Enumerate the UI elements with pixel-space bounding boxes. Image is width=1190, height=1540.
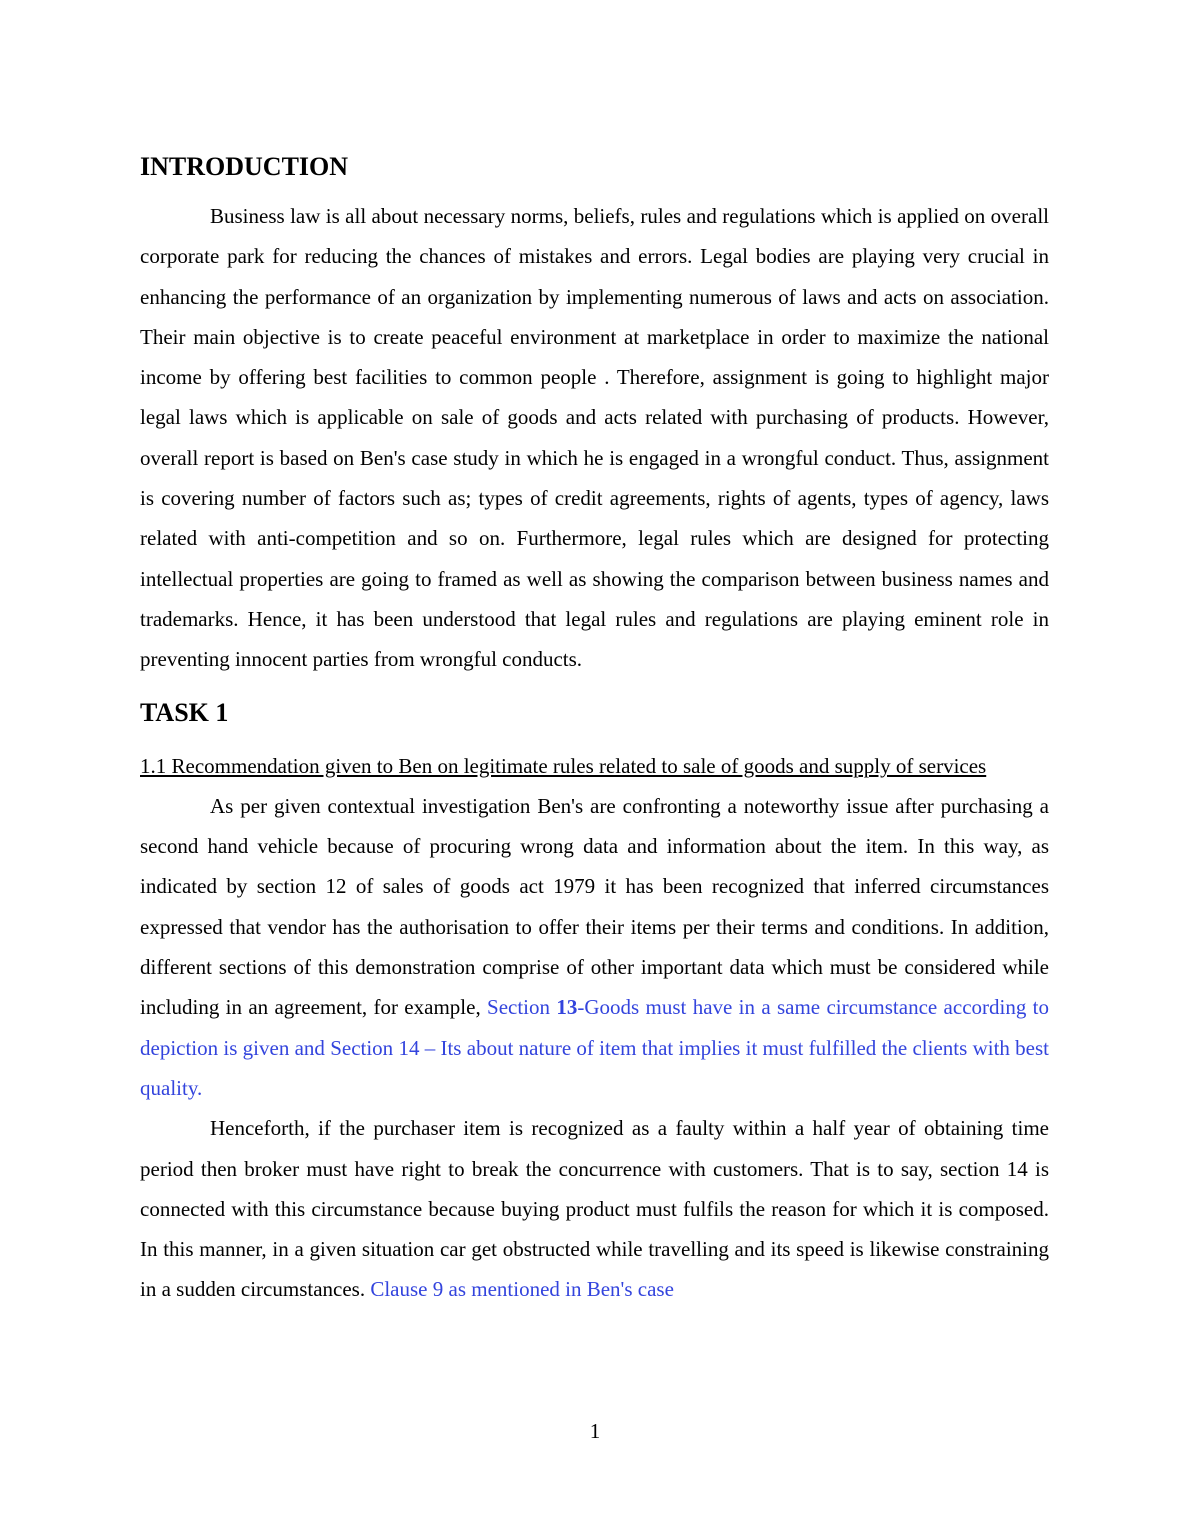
clause-9-highlight: Clause 9 as mentioned in Ben's case	[370, 1277, 674, 1302]
page-content	[140, 148, 1049, 1310]
highlight-text-b: -Goods must have in a same circumstance according to depiction is given and Section 14 – Its about nature of item that implies it must fulfilled the clients with best quality.	[140, 995, 1050, 1100]
introduction-paragraph: Business law is all about necessary norms, beliefs, rules and regulations which is applied on overall corporate park for reducing the chances of mistakes and errors. Legal bodies are playing very crucial in enhancing the performance of an organization by implementing numerous of laws and acts on association. Their main objective is to create peaceful environment at marketplace in order to maximize the national income by offering best facilities to common people . Therefore, assignment is going to highlight major legal laws which is applicable on sale of goods and acts related with purchasing of products. However, overall report is based on Ben's case study in which he is engaged in a wrongful conduct. Thus, assignment is covering number of factors such as; types of credit agreements, rights of agents, types of agency, laws related with anti-competition and so on. Furthermore, legal rules which are designed for protecting intellectual properties are going to framed as well as showing the comparison between business names and trademarks. Hence, it has been understood that legal rules and regulations are playing eminent role in preventing innocent parties from wrongful conducts.	[140, 204, 1049, 672]
highlight-text-a: Section	[487, 995, 557, 1020]
introduction-heading: INTRODUCTION	[140, 152, 349, 181]
task-1-heading: TASK 1	[140, 697, 229, 727]
page-number: 1	[589, 1419, 601, 1443]
task-1-paragraph-2	[140, 1108, 1049, 1309]
highlight-section-number: 13	[556, 995, 578, 1020]
paragraph-1-text: As per given contextual investigation Ben's are confronting a noteworthy issue after purchasing a second hand vehicle because of procuring wrong data and information about the item. In this way, as indicated by section 12 of sales of goods act 1979 it has been recognized that inferred circumstances expressed that vendor has the authorisation to offer their items per their terms and conditions. In addition, different sections of this demonstration comprise of other important data which must be considered while including in an agreement, for example,	[140, 793, 1049, 1020]
task-1-paragraph-1	[140, 786, 1049, 1108]
paragraph-2-text: Henceforth, if the purchaser item is recognized as a faulty within a half year of obtaining time period then broker must have right to break the concurrence with customers. That is to say, section 14 is connected with this circumstance because buying product must fulfils the reason for which it is composed. In this manner, in a given situation car get obstructed while travelling and its speed is likewise constraining in a sudden circumstances.	[140, 1116, 1049, 1302]
section-1-1-subheading: 1.1 Recommendation given to Ben on legitimate rules related to sale of goods and supply of services	[140, 753, 987, 778]
